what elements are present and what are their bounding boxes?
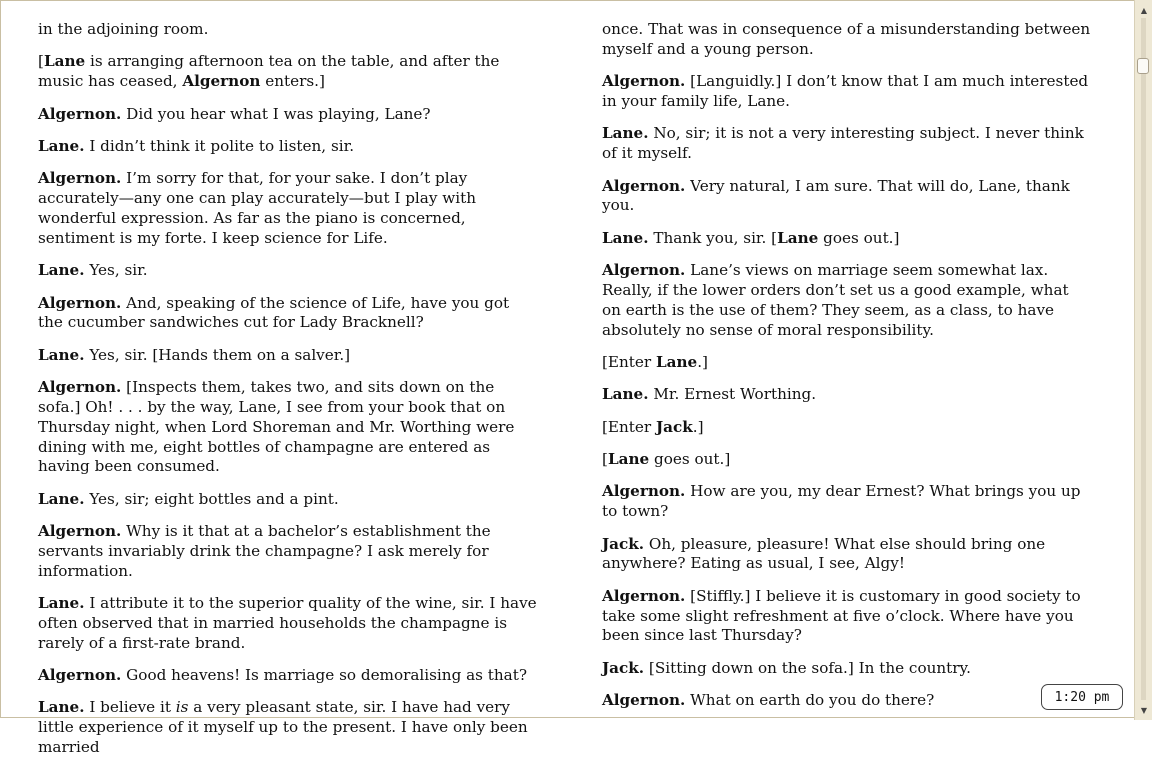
dialogue-text: [Enter <box>602 417 656 436</box>
dialogue-text: enters.] <box>260 72 325 91</box>
speaker-name: Algernon. <box>38 522 122 541</box>
dialogue-paragraph <box>602 659 1092 679</box>
speaker-name: Jack <box>655 417 693 436</box>
speaker-name: Algernon. <box>602 261 686 280</box>
dialogue-text: And, speaking of the science of Life, have you got the cucumber sandwiches cut for Lady Bracknell? <box>38 293 510 332</box>
emphasis-text: is <box>175 698 189 717</box>
speaker-name: Lane. <box>38 136 85 155</box>
dialogue-text: [ <box>602 450 608 469</box>
dialogue-paragraph <box>602 535 1092 575</box>
dialogue-text: I didn’t think it polite to listen, sir. <box>84 136 355 155</box>
dialogue-text: [Inspects them, takes two, and sits down on the sofa.] Oh! . . . by the way, Lane, I see from your book that on Thursday night, when Lord Shoreman and Mr. Worthing were dining with me, eight bottles of champagne are entered as having been consumed. <box>38 378 515 476</box>
dialogue-text: [Sitting down on the sofa.] In the country. <box>644 658 971 677</box>
scrollbar-thumb[interactable] <box>1137 58 1149 74</box>
dialogue-text: I’m sorry for that, for your sake. I don’t play accurately—any one can play accurately—but I play with wonderful expression. As far as the piano is concerned, sentiment is my forte. I keep science for Life. <box>38 169 476 247</box>
dialogue-text: [Enter <box>602 352 656 371</box>
dialogue-paragraph <box>602 691 1092 711</box>
dialogue-paragraph <box>38 294 538 334</box>
dialogue-text: What on earth do you do there? <box>685 691 935 710</box>
dialogue-paragraph <box>38 137 538 157</box>
speaker-name: Lane <box>43 52 86 71</box>
speaker-name: Lane. <box>38 345 85 364</box>
dialogue-paragraph <box>602 482 1092 522</box>
dialogue-paragraph <box>38 522 538 581</box>
dialogue-paragraph <box>602 385 1092 405</box>
dialogue-text: goes out.] <box>818 228 900 247</box>
speaker-name: Lane. <box>38 698 85 717</box>
speaker-name: Algernon. <box>38 293 122 312</box>
dialogue-paragraph <box>602 261 1092 340</box>
speaker-name: Lane. <box>602 228 649 247</box>
dialogue-text: No, sir; it is not a very interesting subject. I never think of it myself. <box>602 124 1084 163</box>
dialogue-paragraph <box>38 261 538 281</box>
scroll-down-icon[interactable]: ▼ <box>1140 705 1148 715</box>
dialogue-paragraph <box>602 229 1092 249</box>
dialogue-paragraph <box>38 52 538 92</box>
dialogue-text: once. That was in consequence of a misunderstanding between myself and a young person. <box>602 20 1091 58</box>
speaker-name: Algernon <box>182 72 261 91</box>
speaker-name: Algernon. <box>38 666 122 685</box>
dialogue-text: Mr. Ernest Worthing. <box>648 385 817 404</box>
vertical-scrollbar[interactable] <box>1134 0 1152 720</box>
text-column-left <box>38 20 538 770</box>
dialogue-text: Yes, sir; eight bottles and a pint. <box>84 489 339 508</box>
dialogue-paragraph <box>38 20 538 40</box>
speaker-name: Lane <box>607 450 650 469</box>
dialogue-paragraph <box>38 698 538 757</box>
speaker-name: Algernon. <box>602 586 686 605</box>
dialogue-paragraph <box>38 378 538 477</box>
dialogue-text: I believe it <box>84 698 176 717</box>
scrollbar-track[interactable] <box>1141 18 1146 700</box>
speaker-name: Jack. <box>602 534 645 553</box>
text-column-right <box>602 20 1092 724</box>
dialogue-text: .] <box>697 352 708 371</box>
scroll-up-icon[interactable]: ▲ <box>1140 5 1148 15</box>
dialogue-text: Did you hear what I was playing, Lane? <box>121 104 431 123</box>
dialogue-text: Oh, pleasure, pleasure! What else should bring one anywhere? Eating as usual, I see, Algy! <box>602 534 1046 573</box>
speaker-name: Algernon. <box>602 482 686 501</box>
speaker-name: Lane <box>655 352 698 371</box>
dialogue-text: How are you, my dear Ernest? What brings you up to town? <box>602 482 1081 521</box>
dialogue-text: [ <box>38 52 44 71</box>
dialogue-text: Thank you, sir. [ <box>648 228 778 247</box>
dialogue-paragraph <box>602 124 1092 164</box>
speaker-name: Lane. <box>602 124 649 143</box>
dialogue-paragraph <box>38 346 538 366</box>
dialogue-paragraph <box>602 20 1092 60</box>
speaker-name: Jack. <box>602 658 645 677</box>
dialogue-paragraph <box>602 587 1092 646</box>
dialogue-paragraph <box>602 72 1092 112</box>
dialogue-paragraph <box>602 418 1092 438</box>
dialogue-paragraph <box>602 450 1092 470</box>
dialogue-paragraph <box>38 594 538 653</box>
speaker-name: Algernon. <box>602 691 686 710</box>
dialogue-paragraph <box>38 666 538 686</box>
dialogue-text: a very pleasant state, sir. I have had very little experience of it myself up to the present. I have only been married <box>38 698 528 757</box>
dialogue-text: Lane’s views on marriage seem somewhat lax. Really, if the lower orders don’t set us a good example, what on earth is the use of them? They seem, as a class, to have absolutely no sense of moral responsibility. <box>602 261 1069 339</box>
dialogue-text: Good heavens! Is marriage so demoralising as that? <box>121 666 527 685</box>
dialogue-text: Yes, sir. [Hands them on a salver.] <box>84 345 351 364</box>
dialogue-paragraph <box>38 490 538 510</box>
dialogue-text: .] <box>692 417 704 436</box>
speaker-name: Lane. <box>602 385 649 404</box>
dialogue-paragraph <box>38 105 538 125</box>
dialogue-text: Why is it that at a bachelor’s establishment the servants invariably drink the champagne? I ask merely for information. <box>38 522 491 580</box>
speaker-name: Algernon. <box>38 169 122 188</box>
clock-display: 1:20 pm <box>1041 684 1123 710</box>
speaker-name: Algernon. <box>38 104 122 123</box>
dialogue-text: Very natural, I am sure. That will do, Lane, thank you. <box>602 176 1070 215</box>
dialogue-text: Yes, sir. <box>84 261 148 280</box>
speaker-name: Lane. <box>38 489 85 508</box>
dialogue-text: is arranging afternoon tea on the table, and after the music has ceased, <box>38 52 500 91</box>
speaker-name: Lane. <box>38 594 85 613</box>
speaker-name: Algernon. <box>38 378 122 397</box>
dialogue-text: [Stiffly.] I believe it is customary in good society to take some slight refreshment at five o’clock. Where have you been since last Thursday? <box>602 586 1081 645</box>
speaker-name: Algernon. <box>602 176 686 195</box>
speaker-name: Algernon. <box>602 72 686 91</box>
dialogue-text: [Languidly.] I don’t know that I am much interested in your family life, Lane. <box>602 72 1089 110</box>
dialogue-paragraph <box>38 169 538 248</box>
speaker-name: Lane. <box>38 261 85 280</box>
dialogue-paragraph <box>602 353 1092 373</box>
dialogue-text: in the adjoining room. <box>38 20 209 38</box>
dialogue-paragraph <box>602 177 1092 217</box>
dialogue-text: goes out.] <box>649 450 731 469</box>
dialogue-text: I attribute it to the superior quality of the wine, sir. I have often observed that in married households the champagne is rarely of a first-rate brand. <box>38 594 537 652</box>
speaker-name: Lane <box>777 228 819 247</box>
